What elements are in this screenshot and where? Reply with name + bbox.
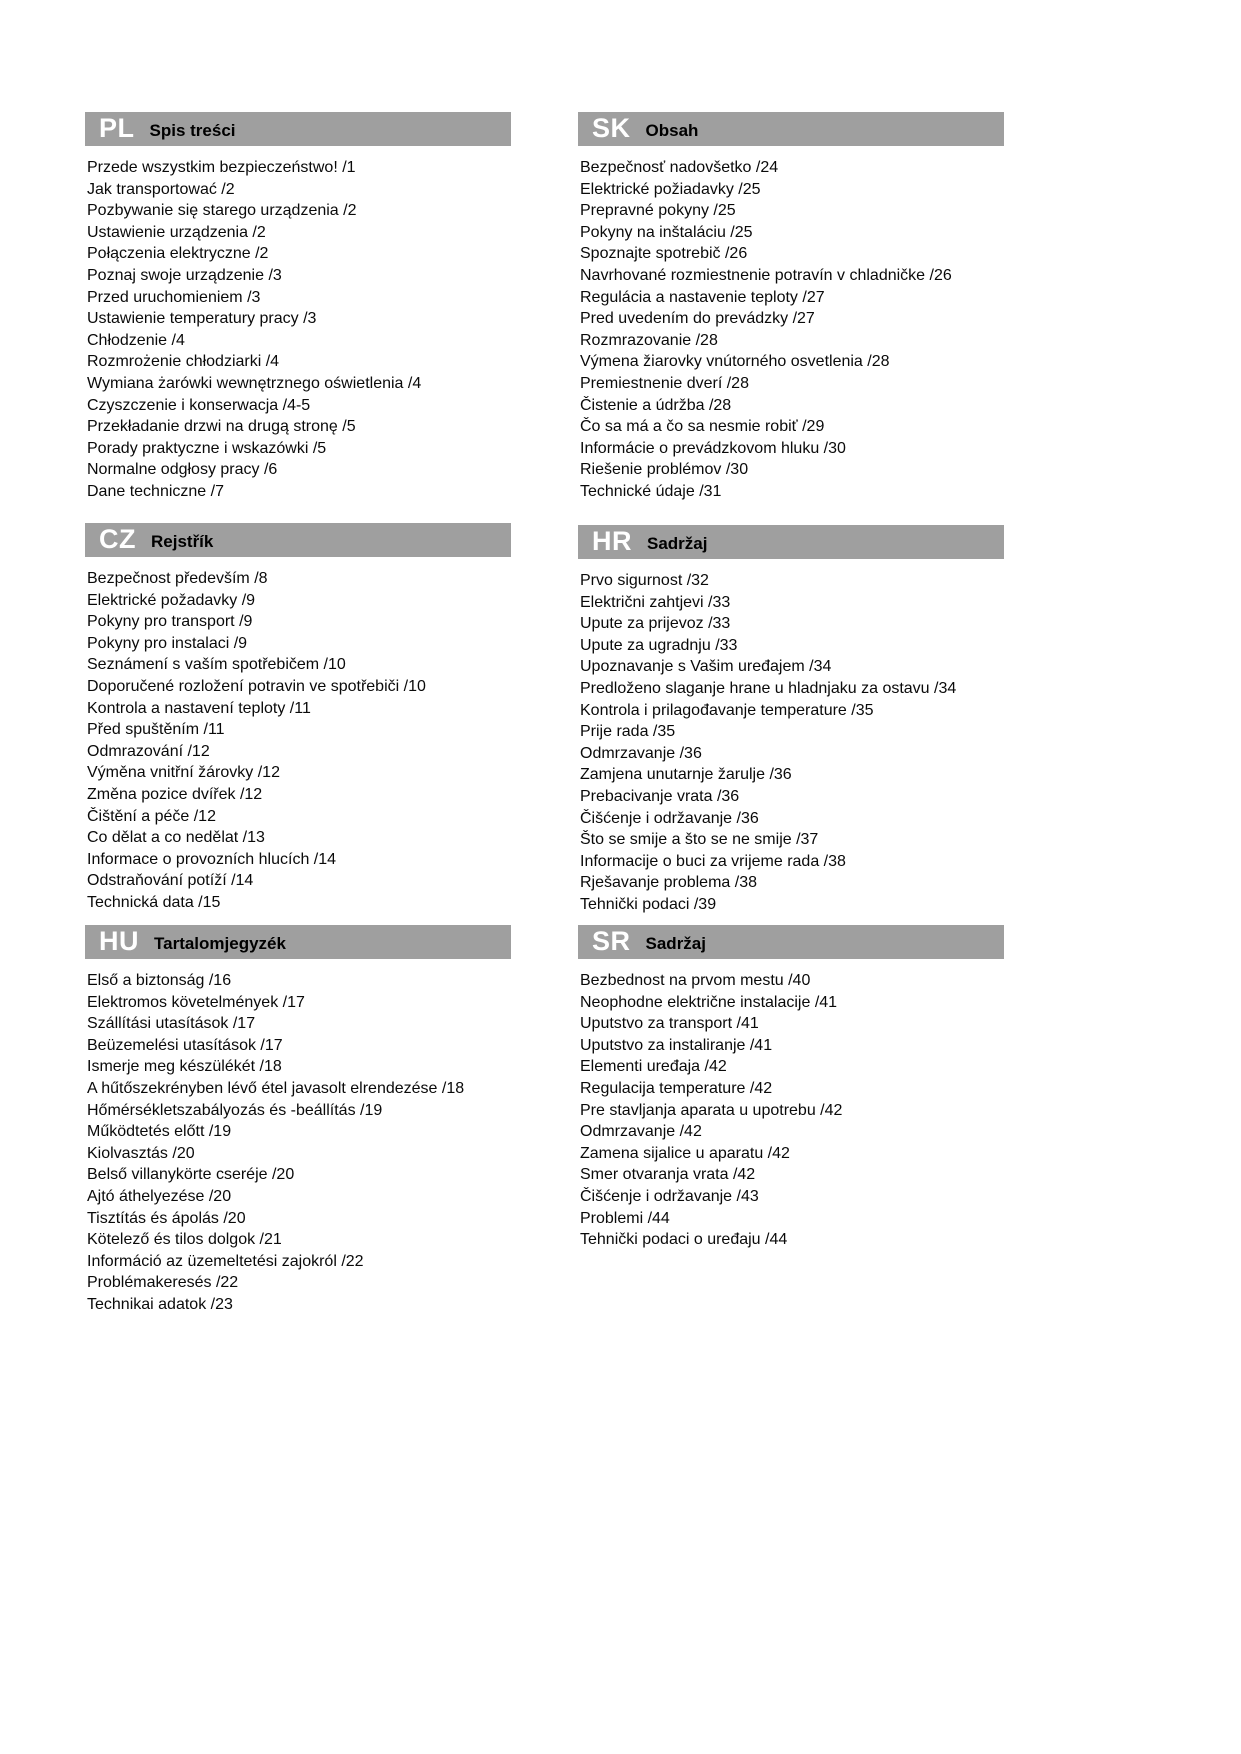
toc-item: Technické údaje /31 <box>580 482 722 500</box>
toc-section-hr <box>578 525 1018 916</box>
toc-item: Wymiana żarówki wewnętrznego oświetlenia /4 <box>87 374 422 392</box>
toc-item: Riešenie problémov /30 <box>580 461 749 479</box>
toc-item: Rozmrazovanie /28 <box>580 331 718 349</box>
section-header <box>85 523 511 557</box>
toc-item: Prebacivanje vrata /36 <box>580 787 740 805</box>
toc-item: Spoznajte spotrebič /26 <box>580 245 748 263</box>
toc-item: Uputstvo za transport /41 <box>580 1015 759 1033</box>
toc-item: Zamjena unutarnje žarulje /36 <box>580 766 792 784</box>
toc-item: Odmrzavanje /36 <box>580 744 702 762</box>
toc-item: Što se smije a što se ne smije /37 <box>580 831 819 849</box>
toc-item: Zamena sijalice u aparatu /42 <box>580 1144 790 1162</box>
toc-item: Beüzemelési utasítások /17 <box>87 1036 283 1054</box>
toc-item: Ajtó áthelyezése /20 <box>87 1187 232 1205</box>
toc-item: Změna pozice dvířek /12 <box>87 785 263 803</box>
toc-item: Przed uruchomieniem /3 <box>87 288 261 306</box>
section-header <box>85 925 511 959</box>
toc-item: Kontrola a nastavení teploty /11 <box>87 699 311 717</box>
toc-list <box>87 568 525 914</box>
language-code: SK <box>592 112 631 143</box>
toc-section-pl <box>85 112 525 503</box>
toc-list <box>87 157 525 503</box>
section-header <box>85 112 511 146</box>
toc-item: Rozmrożenie chłodziarki /4 <box>87 353 280 371</box>
language-code: PL <box>99 112 135 143</box>
section-title: Obsah <box>645 121 699 140</box>
toc-item: Porady praktyczne i wskazówki /5 <box>87 439 327 457</box>
toc-item: Odstraňování potíží /14 <box>87 872 254 890</box>
toc-item: Ustawienie urządzenia /2 <box>87 223 266 241</box>
toc-item: Čišćenje i održavanje /36 <box>580 809 759 827</box>
toc-item: Predloženo slaganje hrane u hladnjaku za ostavu /34 <box>580 679 957 697</box>
toc-item: Informace o provozních hlucích /14 <box>87 850 337 868</box>
toc-item: A hűtőszekrényben lévő étel javasolt elrendezése /18 <box>87 1079 465 1097</box>
section-header <box>578 925 1004 959</box>
toc-item: Tehnički podaci o uređaju /44 <box>580 1231 788 1249</box>
section-title: Tartalomjegyzék <box>154 934 286 953</box>
toc-item: Kötelező és tilos dolgok /21 <box>87 1231 282 1249</box>
toc-item: Premiestnenie dverí /28 <box>580 374 749 392</box>
toc-list <box>580 570 1018 916</box>
toc-section-hu <box>85 925 525 1316</box>
toc-item: Kiolvasztás /20 <box>87 1144 195 1162</box>
toc-item: Problémakeresés /22 <box>87 1274 239 1292</box>
toc-item: Čistenie a údržba /28 <box>580 396 732 414</box>
toc-item: Seznámení s vaším spotřebičem /10 <box>87 656 346 674</box>
toc-item: Kontrola i prilagođavanje temperature /35 <box>580 701 874 719</box>
toc-section-sk <box>578 112 1018 503</box>
toc-section-cz <box>85 523 525 914</box>
toc-item: Uputstvo za instaliranje /41 <box>580 1036 773 1054</box>
language-code: HU <box>99 925 139 956</box>
toc-item: Rješavanje problema /38 <box>580 874 757 892</box>
toc-item: Információ az üzemeltetési zajokról /22 <box>87 1252 364 1270</box>
toc-item: Połączenia elektryczne /2 <box>87 245 269 263</box>
toc-item: Prepravné pokyny /25 <box>580 202 736 220</box>
toc-item: Belső villanykörte cseréje /20 <box>87 1166 295 1184</box>
toc-section-sr <box>578 925 1018 1251</box>
toc-item: Szállítási utasítások /17 <box>87 1015 256 1033</box>
toc-item: Električni zahtjevi /33 <box>580 593 731 611</box>
toc-item: Prije rada /35 <box>580 723 676 741</box>
toc-item: Upoznavanje s Vašim uređajem /34 <box>580 658 832 676</box>
toc-item: Čišćenje i održavanje /43 <box>580 1187 759 1205</box>
toc-item: Tehnički podaci /39 <box>580 895 717 913</box>
toc-item: Před spuštěním /11 <box>87 721 225 739</box>
toc-item: Jak transportować /2 <box>87 180 235 198</box>
section-header <box>578 112 1004 146</box>
toc-item: Bezpečnost především /8 <box>87 570 268 587</box>
toc-item: Problemi /44 <box>580 1209 670 1227</box>
toc-item: Technikai adatok /23 <box>87 1295 233 1313</box>
toc-item: Normalne odgłosy pracy /6 <box>87 461 278 479</box>
toc-item: Navrhované rozmiestnenie potravín v chladničke /26 <box>580 266 952 284</box>
toc-item: Tisztítás és ápolás /20 <box>87 1209 246 1227</box>
language-code: CZ <box>99 523 136 554</box>
toc-item: Elektrické požadavky /9 <box>87 591 256 609</box>
toc-item: Technická data /15 <box>87 893 221 911</box>
toc-item: Ustawienie temperatury pracy /3 <box>87 310 317 328</box>
section-title: Rejstřík <box>151 532 214 551</box>
toc-item: Működtetés előtt /19 <box>87 1123 232 1141</box>
toc-item: Odmrazování /12 <box>87 742 210 760</box>
toc-item: Dane techniczne /7 <box>87 482 224 500</box>
toc-item: Regulácia a nastavenie teploty /27 <box>580 288 825 306</box>
toc-item: Przekładanie drzwi na drugą stronę /5 <box>87 418 356 436</box>
toc-list <box>580 157 1018 503</box>
toc-item: Regulacija temperature /42 <box>580 1079 773 1097</box>
toc-list <box>580 970 1018 1251</box>
toc-item: Hőmérsékletszabályozás és -beállítás /19 <box>87 1101 383 1119</box>
toc-item: Elektromos követelmények /17 <box>87 993 305 1011</box>
toc-item: Pokyny na inštaláciu /25 <box>580 223 753 241</box>
toc-item: Výmena žiarovky vnútorného osvetlenia /28 <box>580 353 890 371</box>
toc-item: Čo sa má a čo sa nesmie robiť /29 <box>580 418 825 436</box>
toc-item: Pokyny pro instalaci /9 <box>87 634 248 652</box>
toc-item: Przede wszystkim bezpieczeństwo! /1 <box>87 159 356 176</box>
toc-item: Pre stavljanja aparata u upotrebu /42 <box>580 1101 843 1119</box>
toc-item: Prvo sigurnost /32 <box>580 572 709 589</box>
toc-item: Chłodzenie /4 <box>87 331 185 349</box>
toc-list <box>87 970 525 1316</box>
language-code: HR <box>592 525 632 556</box>
toc-item: Elementi uređaja /42 <box>580 1058 727 1076</box>
toc-item: Pozbywanie się starego urządzenia /2 <box>87 202 357 220</box>
toc-item: Doporučené rozložení potravin ve spotřebiči /10 <box>87 677 426 695</box>
toc-item: Informácie o prevádzkovom hluku /30 <box>580 439 846 457</box>
section-title: Spis treści <box>149 121 236 140</box>
toc-item: Bezpečnosť nadovšetko /24 <box>580 159 779 176</box>
language-code: SR <box>592 925 631 956</box>
toc-item: Čištění a péče /12 <box>87 807 216 825</box>
toc-item: Pred uvedením do prevádzky /27 <box>580 310 815 328</box>
section-title: Sadržaj <box>647 534 708 553</box>
toc-item: Co dělat a co nedělat /13 <box>87 829 265 847</box>
toc-item: Pokyny pro transport /9 <box>87 613 253 631</box>
section-header <box>578 525 1004 559</box>
toc-item: Poznaj swoje urządzenie /3 <box>87 266 282 284</box>
section-title: Sadržaj <box>645 934 706 953</box>
toc-item: Elektrické požiadavky /25 <box>580 180 761 198</box>
toc-item: Odmrzavanje /42 <box>580 1123 702 1141</box>
toc-item: Neophodne električne instalacije /41 <box>580 993 838 1011</box>
toc-item: Bezbednost na prvom mestu /40 <box>580 972 811 989</box>
toc-item: Upute za prijevoz /33 <box>580 615 731 633</box>
toc-item: Výměna vnitřní žárovky /12 <box>87 764 280 782</box>
toc-item: Upute za ugradnju /33 <box>580 636 738 654</box>
toc-item: Első a biztonság /16 <box>87 972 232 989</box>
toc-item: Ismerje meg készülékét /18 <box>87 1058 282 1076</box>
toc-item: Czyszczenie i konserwacja /4-5 <box>87 396 311 414</box>
toc-item: Smer otvaranja vrata /42 <box>580 1166 756 1184</box>
toc-item: Informacije o buci za vrijeme rada /38 <box>580 852 846 870</box>
